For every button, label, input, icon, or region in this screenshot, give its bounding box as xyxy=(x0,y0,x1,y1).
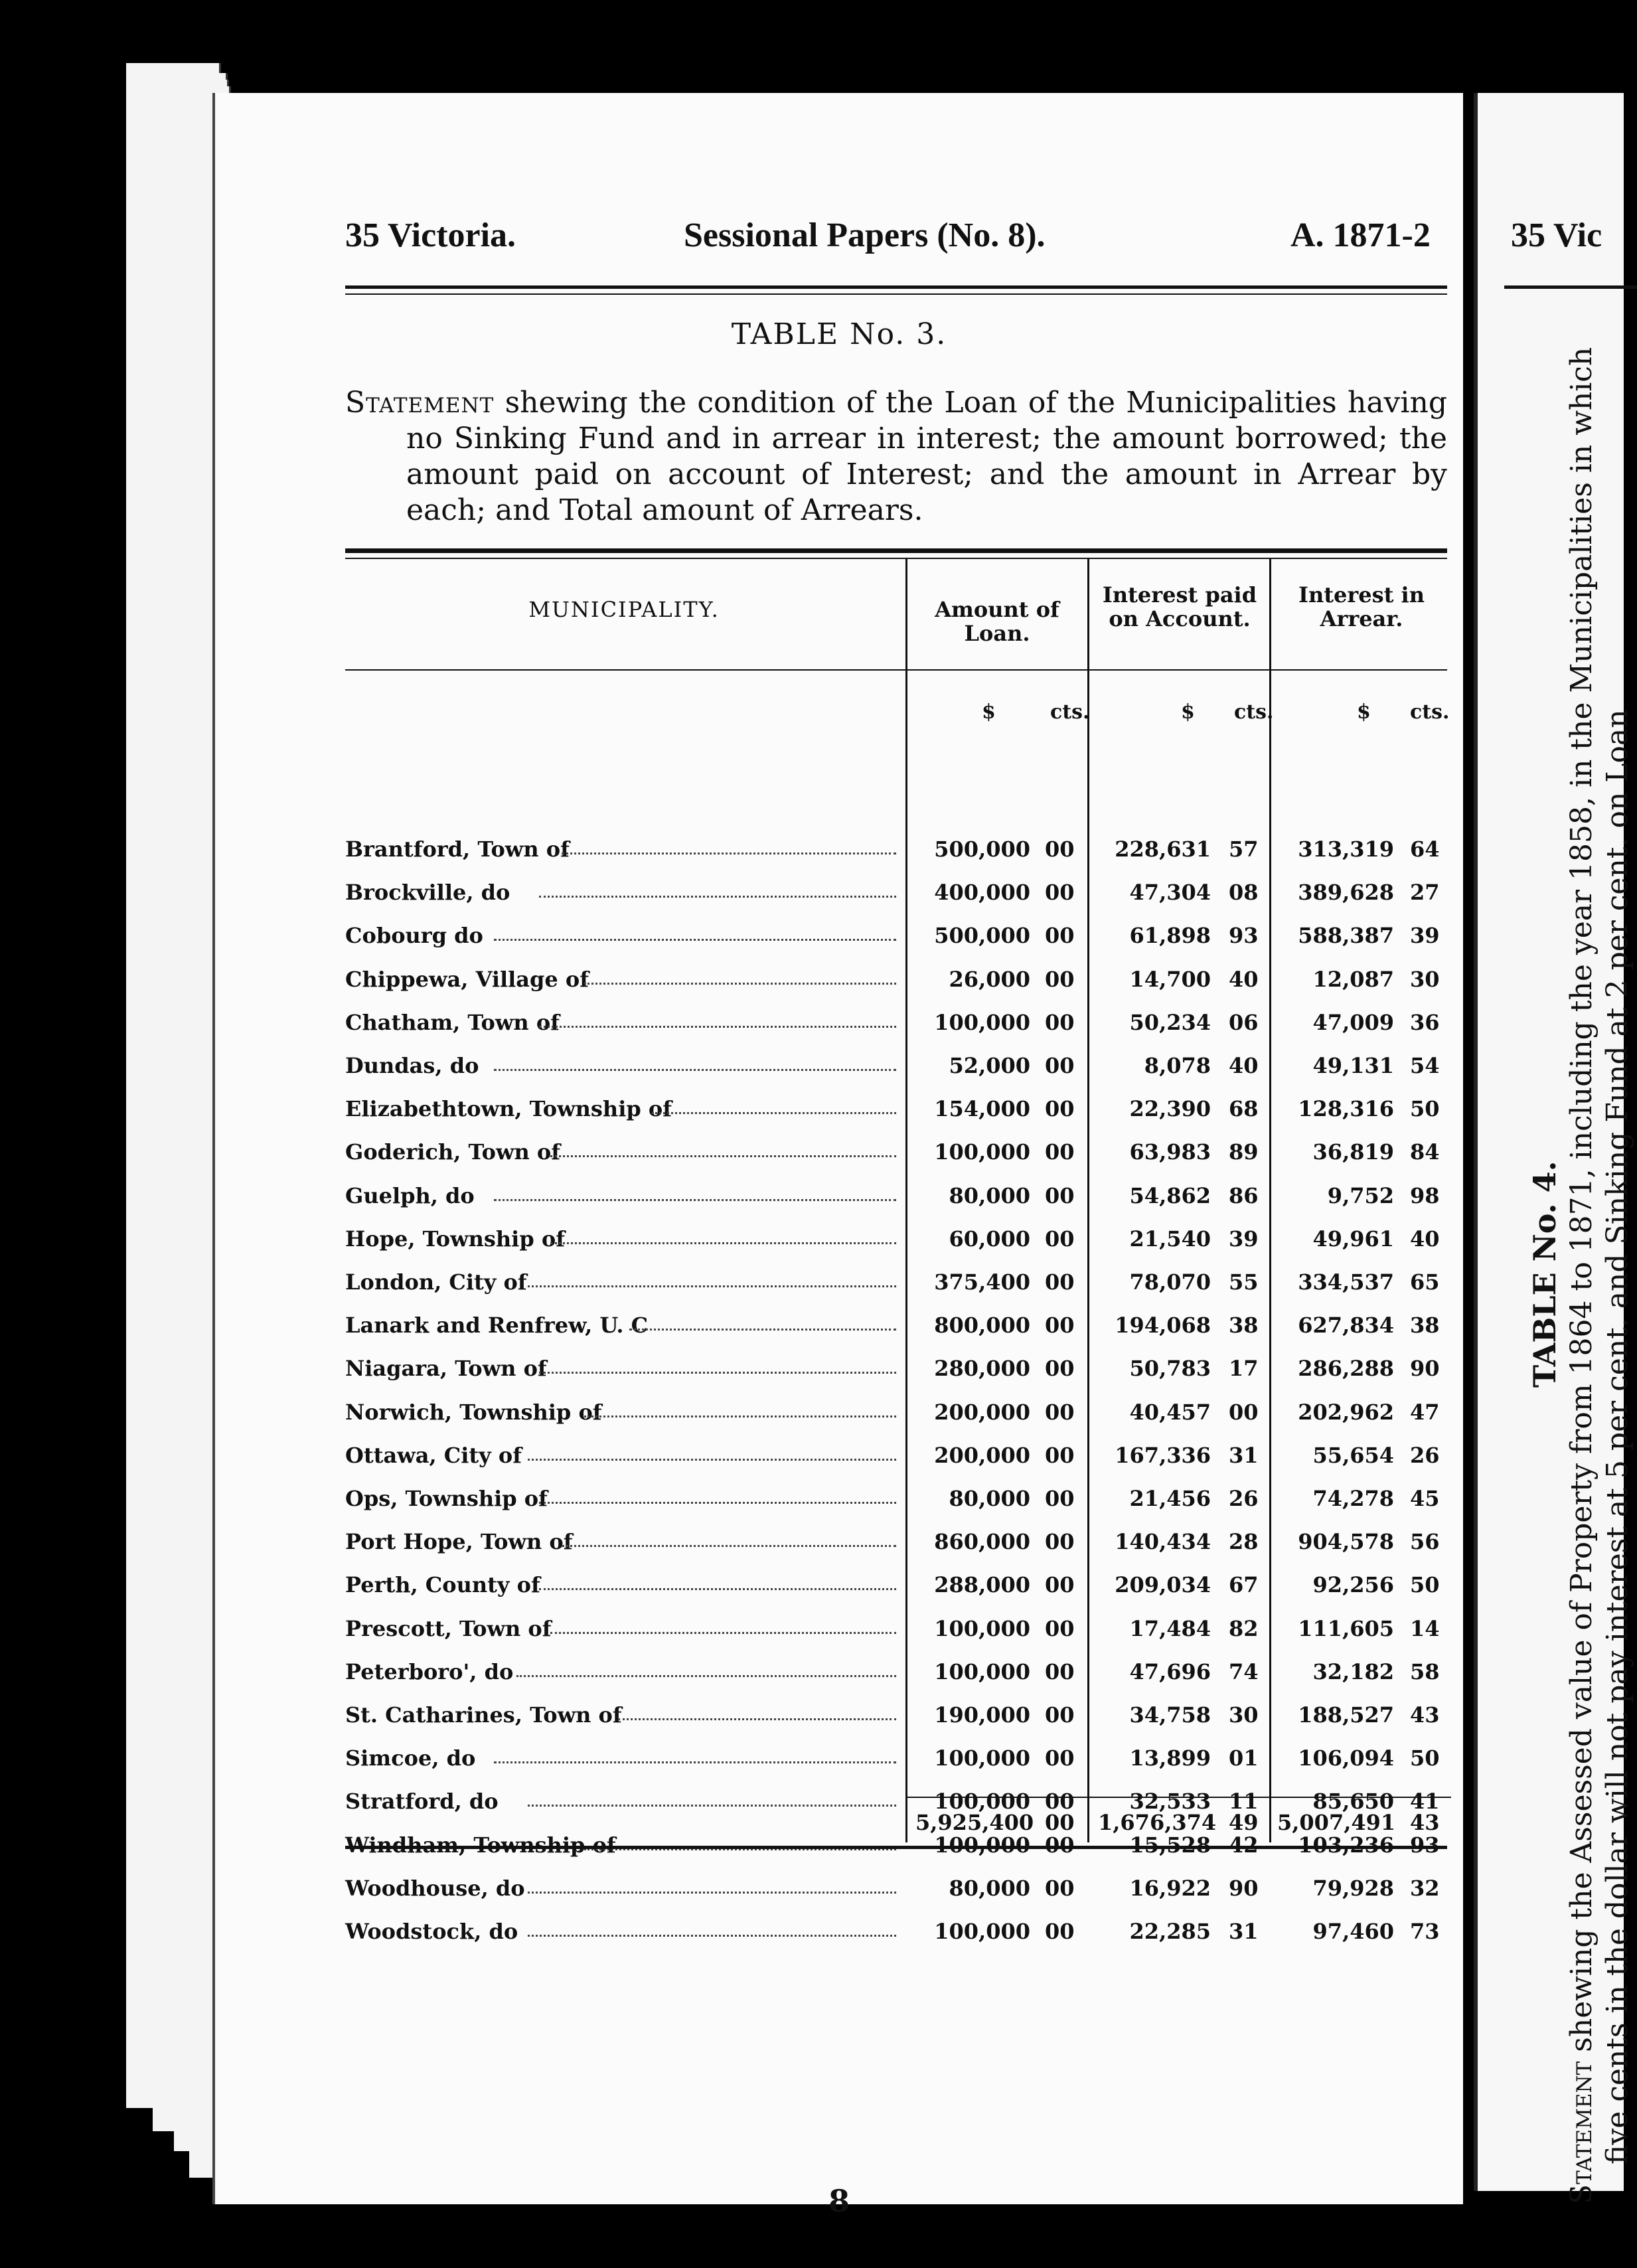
arrear-amount: 55,654 xyxy=(1312,1442,1394,1468)
interest-paid-cents: 89 xyxy=(1229,1139,1259,1165)
arrear-amount: 627,834 xyxy=(1298,1313,1394,1338)
interest-paid-amount: 47,304 xyxy=(1129,880,1211,906)
arrear-cents: 93 xyxy=(1410,1832,1440,1858)
col-head-loan: Amount of Loan. xyxy=(935,597,1059,646)
municipality-name: Cobourg do xyxy=(345,923,483,949)
table-row xyxy=(345,1832,1467,1868)
header-right: A. 1871-2 xyxy=(1290,216,1431,254)
loan-amount: 190,000 xyxy=(934,1702,1030,1728)
leader-dots xyxy=(550,1226,896,1244)
arrear-cents: 47 xyxy=(1410,1399,1440,1425)
arrear-cents: 50 xyxy=(1410,1096,1440,1122)
interest-paid-amount: 8,078 xyxy=(1144,1053,1211,1078)
leader-dots xyxy=(528,1789,896,1807)
loan-amount: 100,000 xyxy=(934,1789,1030,1815)
loan-cents: 00 xyxy=(1045,1313,1075,1338)
page-number: 8 xyxy=(828,2183,850,2219)
next-statement-line2: five cents in the dollar will not pay interest at 5 per cent. and Sinking Fund at 2 per cent. on Loan xyxy=(1600,709,1634,2164)
loan-cents: 00 xyxy=(1045,1875,1075,1901)
interest-paid-cents: 11 xyxy=(1229,1789,1259,1815)
municipality-name: Lanark and Renfrew, U. C xyxy=(345,1313,649,1338)
table-row xyxy=(345,1745,1467,1781)
table-row xyxy=(345,880,1467,916)
interest-paid-amount: 21,456 xyxy=(1129,1486,1211,1511)
table-row xyxy=(345,1659,1467,1695)
loan-amount: 860,000 xyxy=(934,1529,1030,1555)
interest-paid-cents: 90 xyxy=(1229,1875,1259,1901)
arrear-amount: 12,087 xyxy=(1312,966,1394,992)
arrear-cents: 45 xyxy=(1410,1486,1440,1511)
interest-paid-cents: 28 xyxy=(1229,1529,1259,1555)
municipality-name: Woodstock, do xyxy=(345,1919,518,1944)
loan-cents: 00 xyxy=(1045,1009,1075,1035)
leader-dots xyxy=(539,1010,896,1028)
municipality-name: Port Hope, Town of xyxy=(345,1529,573,1555)
table-row xyxy=(345,1529,1467,1565)
arrear-amount: 74,278 xyxy=(1312,1486,1394,1511)
interest-paid-cents: 82 xyxy=(1229,1615,1259,1641)
interest-paid-amount: 40,457 xyxy=(1129,1399,1211,1425)
table-row xyxy=(345,1486,1467,1522)
loan-amount: 26,000 xyxy=(949,966,1030,992)
arrear-amount: 36,819 xyxy=(1312,1139,1394,1165)
table-top-rule xyxy=(345,548,1447,553)
header-rule-thin xyxy=(345,293,1447,295)
loan-amount: 200,000 xyxy=(934,1442,1030,1468)
table-row xyxy=(345,1919,1467,1955)
arrear-amount: 85,650 xyxy=(1312,1789,1394,1815)
interest-paid-amount: 209,034 xyxy=(1115,1572,1211,1598)
arrear-cents: 41 xyxy=(1410,1789,1440,1815)
arrear-cents: 58 xyxy=(1410,1659,1440,1684)
loan-cents: 00 xyxy=(1045,1269,1075,1295)
table-row xyxy=(345,1876,1467,1911)
col-head-municipality: MUNICIPALITY. xyxy=(528,597,720,622)
loan-amount: 100,000 xyxy=(934,1832,1030,1858)
loan-amount: 100,000 xyxy=(934,1139,1030,1165)
municipality-name: Ottawa, City of xyxy=(345,1442,522,1468)
leader-dots xyxy=(528,1269,896,1287)
loan-amount: 288,000 xyxy=(934,1572,1030,1598)
arrear-amount: 188,527 xyxy=(1298,1702,1394,1728)
municipality-name: Prescott, Town of xyxy=(345,1615,552,1641)
leader-dots xyxy=(629,1313,896,1331)
municipality-name: Perth, County of xyxy=(345,1572,540,1598)
table-row xyxy=(345,1053,1467,1089)
loan-amount: 100,000 xyxy=(934,1615,1030,1641)
interest-paid-amount: 50,783 xyxy=(1129,1356,1211,1382)
municipality-name: Dundas, do xyxy=(345,1053,479,1078)
table-row xyxy=(345,967,1467,1003)
header-left: 35 Victoria. xyxy=(345,216,516,254)
leader-dots xyxy=(550,1139,896,1157)
arrear-cents: 50 xyxy=(1410,1572,1440,1598)
interest-paid-cents: 17 xyxy=(1229,1356,1259,1382)
arrear-amount: 334,537 xyxy=(1298,1269,1394,1295)
interest-paid-cents: 39 xyxy=(1229,1226,1259,1252)
leader-dots xyxy=(494,1183,896,1201)
col-head-arrear: Interest in Arrear. xyxy=(1298,582,1425,631)
municipality-name: Niagara, Town of xyxy=(345,1356,547,1382)
table-row xyxy=(345,923,1467,959)
next-page-header: 35 Vic xyxy=(1511,216,1602,254)
interest-paid-cents: 08 xyxy=(1229,880,1259,906)
interest-paid-cents: 31 xyxy=(1229,1919,1259,1944)
loan-cents: 00 xyxy=(1045,923,1075,949)
next-page-rule xyxy=(1504,285,1637,289)
municipality-name: Simcoe, do xyxy=(345,1745,476,1771)
table-row xyxy=(345,1226,1467,1262)
table-row xyxy=(345,1313,1467,1348)
interest-paid-cents: 57 xyxy=(1229,837,1259,862)
interest-paid-cents: 74 xyxy=(1229,1659,1259,1684)
loan-amount: 80,000 xyxy=(949,1182,1030,1208)
interest-paid-amount: 63,983 xyxy=(1129,1139,1211,1165)
interest-paid-cents: 26 xyxy=(1229,1486,1259,1511)
loan-cents: 00 xyxy=(1045,1832,1075,1858)
interest-paid-amount: 61,898 xyxy=(1129,923,1211,949)
table-row xyxy=(345,1096,1467,1132)
municipality-name: Hope, Township of xyxy=(345,1226,565,1252)
total-loan: 5,925,400 xyxy=(915,1810,1034,1835)
interest-paid-amount: 22,285 xyxy=(1129,1919,1211,1944)
arrear-cents: 26 xyxy=(1410,1442,1440,1468)
municipality-name: Brockville, do xyxy=(345,880,510,906)
unit-cents: cts. xyxy=(1234,700,1274,724)
loan-cents: 00 xyxy=(1045,1442,1075,1468)
loan-cents: 00 xyxy=(1045,1399,1075,1425)
loan-cents: 00 xyxy=(1045,1572,1075,1598)
municipality-name: Elizabethtown, Township of xyxy=(345,1096,672,1122)
arrear-amount: 106,094 xyxy=(1298,1745,1394,1771)
loan-amount: 60,000 xyxy=(949,1226,1030,1252)
leader-dots xyxy=(652,1096,896,1114)
table-row xyxy=(345,1616,1467,1652)
arrear-cents: 36 xyxy=(1410,1009,1440,1035)
arrear-cents: 50 xyxy=(1410,1745,1440,1771)
loan-cents: 00 xyxy=(1045,1702,1075,1728)
interest-paid-cents: 01 xyxy=(1229,1745,1259,1771)
arrear-cents: 32 xyxy=(1410,1875,1440,1901)
loan-amount: 200,000 xyxy=(934,1399,1030,1425)
leader-dots xyxy=(494,1053,896,1071)
leader-dots xyxy=(550,1616,896,1634)
arrear-cents: 65 xyxy=(1410,1269,1440,1295)
subtotal-rule xyxy=(905,1797,1451,1798)
loan-amount: 100,000 xyxy=(934,1009,1030,1035)
loan-amount: 375,400 xyxy=(934,1269,1030,1295)
arrear-amount: 904,578 xyxy=(1298,1529,1394,1555)
document-page xyxy=(212,93,1463,2219)
arrear-cents: 30 xyxy=(1410,966,1440,992)
loan-cents: 00 xyxy=(1045,1053,1075,1078)
interest-paid-cents: 38 xyxy=(1229,1313,1259,1338)
loan-amount: 500,000 xyxy=(934,923,1030,949)
municipality-name: Norwich, Township of xyxy=(345,1399,602,1425)
table-bottom-rule xyxy=(345,1846,1447,1849)
interest-paid-amount: 194,068 xyxy=(1115,1313,1211,1338)
header-rule xyxy=(345,285,1447,289)
arrear-amount: 103,236 xyxy=(1298,1832,1394,1858)
interest-paid-cents: 86 xyxy=(1229,1182,1259,1208)
interest-paid-amount: 21,540 xyxy=(1129,1226,1211,1252)
loan-cents: 00 xyxy=(1045,1356,1075,1382)
arrear-cents: 98 xyxy=(1410,1182,1440,1208)
next-statement-lead: Statement xyxy=(1565,2061,1598,2204)
arrear-cents: 84 xyxy=(1410,1139,1440,1165)
arrear-cents: 90 xyxy=(1410,1356,1440,1382)
table-row xyxy=(345,1400,1467,1435)
municipality-name: Guelph, do xyxy=(345,1182,475,1208)
arrear-amount: 79,928 xyxy=(1312,1875,1394,1901)
total-paid: 1,676,374 xyxy=(1098,1810,1217,1835)
interest-paid-cents: 68 xyxy=(1229,1096,1259,1122)
arrear-amount: 92,256 xyxy=(1312,1572,1394,1598)
loan-cents: 00 xyxy=(1045,1096,1075,1122)
interest-paid-amount: 47,696 xyxy=(1129,1659,1211,1684)
loan-cents: 00 xyxy=(1045,966,1075,992)
leader-dots xyxy=(494,923,896,941)
table-row xyxy=(345,1139,1467,1175)
arrear-amount: 286,288 xyxy=(1298,1356,1394,1382)
total-paid-cents: 49 xyxy=(1229,1810,1259,1835)
loan-cents: 00 xyxy=(1045,1529,1075,1555)
loan-cents: 00 xyxy=(1045,1659,1075,1684)
interest-paid-cents: 31 xyxy=(1229,1442,1259,1468)
municipality-name: Windham, Township of xyxy=(345,1832,616,1858)
interest-paid-cents: 00 xyxy=(1229,1399,1259,1425)
arrear-amount: 313,319 xyxy=(1298,837,1394,862)
interest-paid-cents: 93 xyxy=(1229,923,1259,949)
table-row xyxy=(345,1572,1467,1608)
unit-dollar: $ xyxy=(1357,700,1371,724)
arrear-amount: 32,182 xyxy=(1312,1659,1394,1684)
arrear-amount: 47,009 xyxy=(1312,1009,1394,1035)
interest-paid-cents: 67 xyxy=(1229,1572,1259,1598)
interest-paid-amount: 13,899 xyxy=(1129,1745,1211,1771)
unit-dollar: $ xyxy=(1181,700,1195,724)
loan-amount: 280,000 xyxy=(934,1356,1030,1382)
loan-amount: 52,000 xyxy=(949,1053,1030,1078)
statement xyxy=(345,385,1447,528)
statement-lead: Statement xyxy=(345,386,495,420)
table-row xyxy=(345,1183,1467,1219)
loan-cents: 00 xyxy=(1045,1486,1075,1511)
arrear-cents: 54 xyxy=(1410,1053,1440,1078)
loan-cents: 00 xyxy=(1045,1139,1075,1165)
municipality-name: Ops, Township of xyxy=(345,1486,548,1511)
arrear-cents: 73 xyxy=(1410,1919,1440,1944)
table-row xyxy=(345,1356,1467,1392)
next-statement xyxy=(1564,347,1636,2204)
arrear-cents: 40 xyxy=(1410,1226,1440,1252)
arrear-cents: 14 xyxy=(1410,1615,1440,1641)
interest-paid-cents: 40 xyxy=(1229,1053,1259,1078)
loan-cents: 00 xyxy=(1045,880,1075,906)
arrear-amount: 97,460 xyxy=(1312,1919,1394,1944)
leader-dots xyxy=(516,1659,896,1677)
leader-dots xyxy=(584,967,896,985)
total-loan-cents: 00 xyxy=(1045,1810,1075,1835)
col-head-rule xyxy=(345,669,1447,671)
loan-amount: 800,000 xyxy=(934,1313,1030,1338)
leader-dots xyxy=(539,1572,896,1590)
interest-paid-amount: 228,631 xyxy=(1115,837,1211,862)
leader-dots xyxy=(528,1443,896,1461)
arrear-amount: 111,605 xyxy=(1298,1615,1394,1641)
table-row xyxy=(345,1443,1467,1479)
arrear-amount: 389,628 xyxy=(1298,880,1394,906)
table-top-rule-thin xyxy=(345,558,1447,559)
interest-paid-amount: 78,070 xyxy=(1129,1269,1211,1295)
next-statement-line1: shewing the Assessed value of Property from 1864 to 1871, including the year 1858, in the Municipalities in which xyxy=(1565,347,1598,2052)
table-title: TABLE No. 3. xyxy=(731,317,947,351)
interest-paid-amount: 15,528 xyxy=(1129,1832,1211,1858)
leader-dots xyxy=(618,1702,896,1720)
arrear-amount: 49,131 xyxy=(1312,1053,1394,1078)
loan-cents: 00 xyxy=(1045,1789,1075,1815)
leader-dots xyxy=(528,1919,896,1937)
arrear-cents: 56 xyxy=(1410,1529,1440,1555)
loan-cents: 00 xyxy=(1045,837,1075,862)
municipality-name: London, City of xyxy=(345,1269,527,1295)
leader-dots xyxy=(528,1876,896,1894)
leader-dots xyxy=(562,837,896,854)
interest-paid-cents: 06 xyxy=(1229,1009,1259,1035)
loan-cents: 00 xyxy=(1045,1919,1075,1944)
interest-paid-amount: 32,533 xyxy=(1129,1789,1211,1815)
loan-amount: 80,000 xyxy=(949,1486,1030,1511)
loan-cents: 00 xyxy=(1045,1745,1075,1771)
table-row xyxy=(345,1702,1467,1738)
next-table-title: TABLE No. 4. xyxy=(1527,1161,1563,1388)
total-arrear-cents: 43 xyxy=(1410,1810,1440,1835)
loan-amount: 100,000 xyxy=(934,1745,1030,1771)
interest-paid-cents: 30 xyxy=(1229,1702,1259,1728)
leader-dots xyxy=(562,1529,896,1547)
municipality-name: Stratford, do xyxy=(345,1789,499,1815)
loan-cents: 00 xyxy=(1045,1615,1075,1641)
interest-paid-amount: 14,700 xyxy=(1129,966,1211,992)
unit-dollar: $ xyxy=(982,700,996,724)
municipality-name: Goderich, Town of xyxy=(345,1139,560,1165)
arrear-cents: 43 xyxy=(1410,1702,1440,1728)
municipality-name: Brantford, Town of xyxy=(345,837,570,862)
loan-amount: 400,000 xyxy=(934,880,1030,906)
municipality-name: St. Catharines, Town of xyxy=(345,1702,622,1728)
leader-dots xyxy=(539,1486,896,1504)
interest-paid-cents: 42 xyxy=(1229,1832,1259,1858)
arrear-cents: 27 xyxy=(1410,880,1440,906)
interest-paid-amount: 17,484 xyxy=(1129,1615,1211,1641)
unit-cents: cts. xyxy=(1050,700,1090,724)
unit-cents: cts. xyxy=(1410,700,1450,724)
arrear-amount: 49,961 xyxy=(1312,1226,1394,1252)
municipality-name: Peterboro', do xyxy=(345,1659,514,1684)
statement-text: shewing the condition of the Loan of the Municipalities having no Sinking Fund and in arrear in interest; the amount borrowed; the amount paid on account of Interest; and the amount in Arrear by each; and Total amount of Arrears. xyxy=(406,386,1447,527)
municipality-name: Chatham, Town of xyxy=(345,1009,560,1035)
interest-paid-amount: 22,390 xyxy=(1129,1096,1211,1122)
interest-paid-amount: 50,234 xyxy=(1129,1009,1211,1035)
table-row xyxy=(345,837,1467,872)
loan-cents: 00 xyxy=(1045,1226,1075,1252)
arrear-cents: 64 xyxy=(1410,837,1440,862)
loan-amount: 154,000 xyxy=(934,1096,1030,1122)
arrear-amount: 588,387 xyxy=(1298,923,1394,949)
loan-cents: 00 xyxy=(1045,1182,1075,1208)
loan-amount: 80,000 xyxy=(949,1875,1030,1901)
arrear-cents: 38 xyxy=(1410,1313,1440,1338)
leader-dots xyxy=(539,880,896,898)
municipality-name: Woodhouse, do xyxy=(345,1875,525,1901)
leader-dots xyxy=(584,1400,896,1418)
table-row xyxy=(345,1269,1467,1305)
interest-paid-amount: 16,922 xyxy=(1129,1875,1211,1901)
municipality-name: Chippewa, Village of xyxy=(345,966,589,992)
leader-dots xyxy=(539,1356,896,1374)
arrear-amount: 9,752 xyxy=(1327,1182,1394,1208)
table-row xyxy=(345,1010,1467,1046)
arrear-amount: 128,316 xyxy=(1298,1096,1394,1122)
interest-paid-amount: 167,336 xyxy=(1115,1442,1211,1468)
interest-paid-cents: 40 xyxy=(1229,966,1259,992)
interest-paid-cents: 55 xyxy=(1229,1269,1259,1295)
interest-paid-amount: 54,862 xyxy=(1129,1182,1211,1208)
total-arrear: 5,007,491 xyxy=(1277,1810,1396,1835)
interest-paid-amount: 140,434 xyxy=(1115,1529,1211,1555)
interest-paid-amount: 34,758 xyxy=(1129,1702,1211,1728)
loan-amount: 100,000 xyxy=(934,1659,1030,1684)
arrear-amount: 202,962 xyxy=(1298,1399,1394,1425)
loan-amount: 500,000 xyxy=(934,837,1030,862)
col-head-interest-paid: Interest paid on Account. xyxy=(1102,582,1257,631)
leader-dots xyxy=(494,1745,896,1763)
header-center: Sessional Papers (No. 8). xyxy=(684,216,1046,254)
arrear-cents: 39 xyxy=(1410,923,1440,949)
loan-amount: 100,000 xyxy=(934,1919,1030,1944)
